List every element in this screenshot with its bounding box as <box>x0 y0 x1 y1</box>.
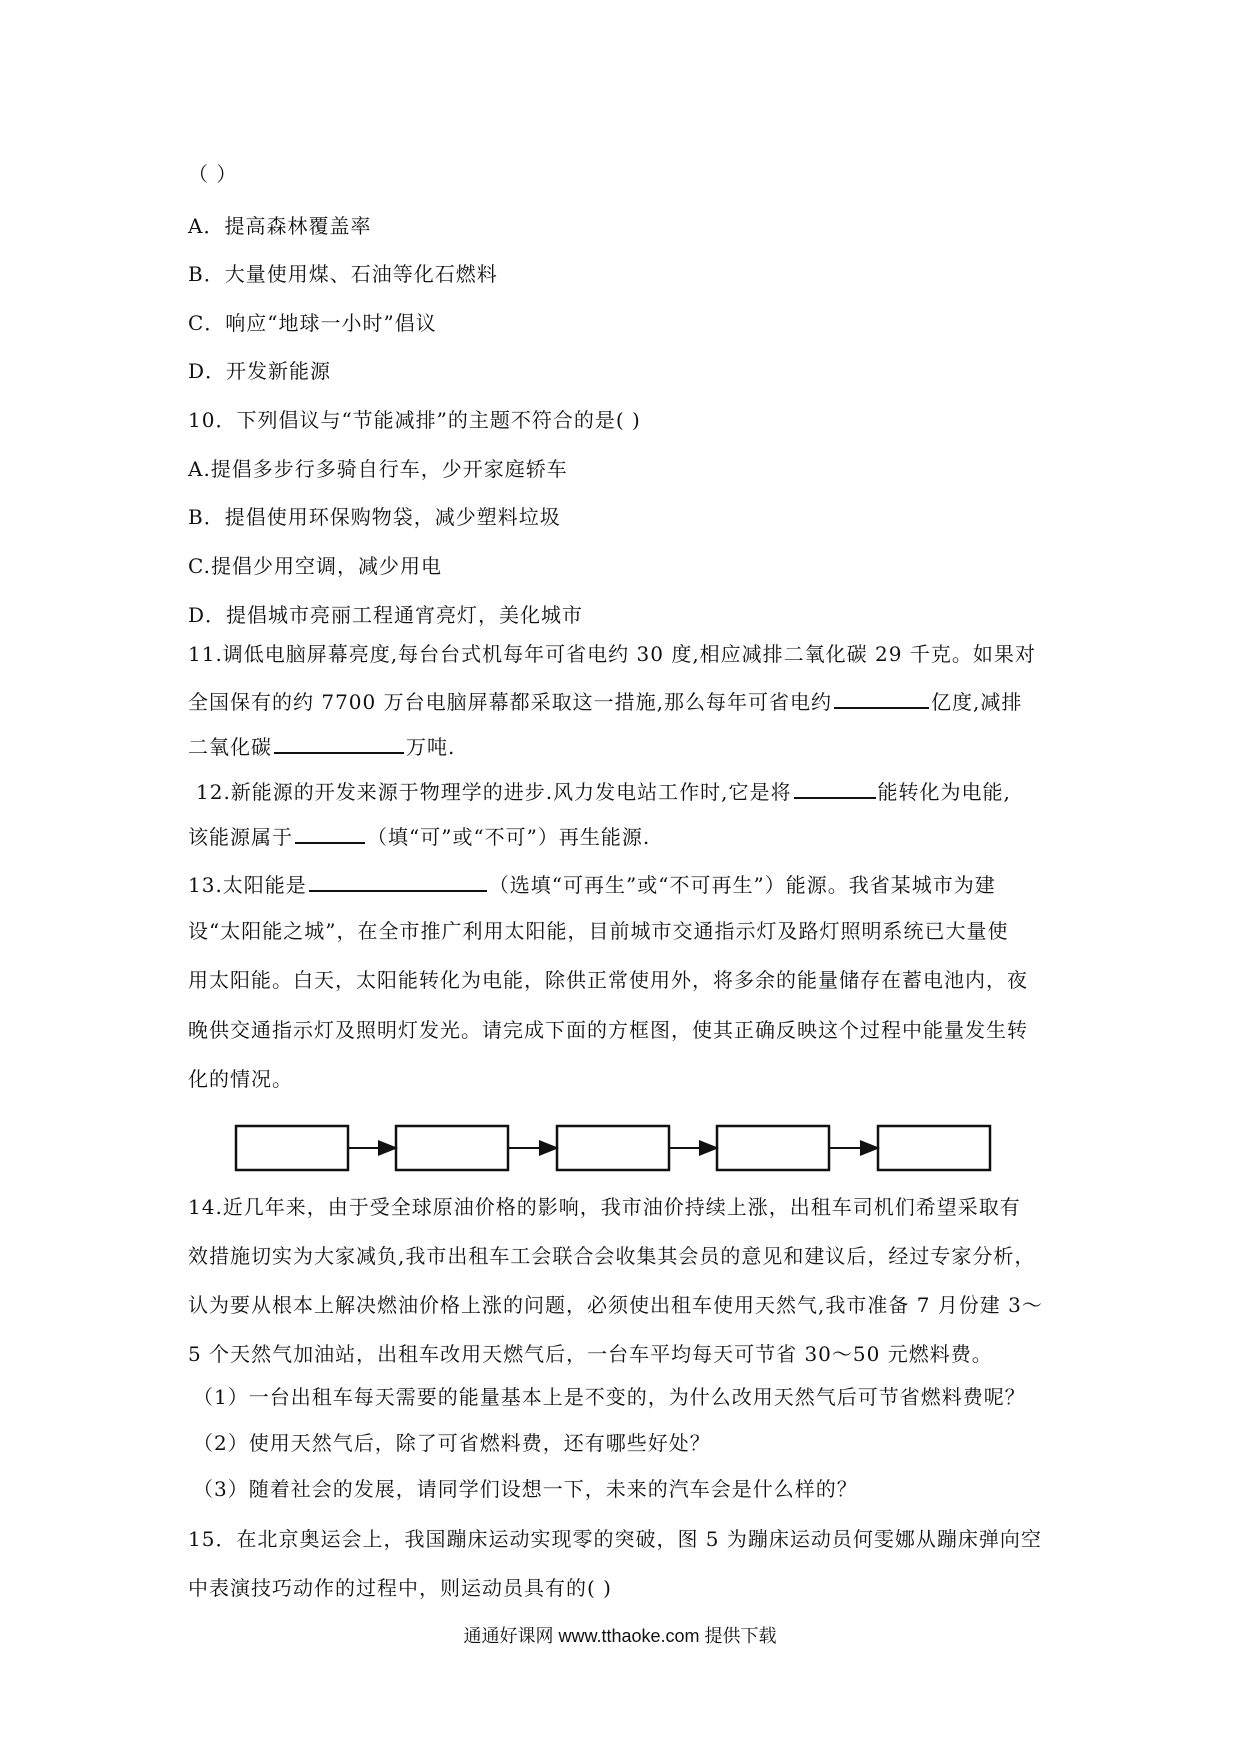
flow-box-3[interactable] <box>557 1126 669 1170</box>
q14-line1: 14.近几年来，由于受全球原油价格的影响，我市油价持续上涨，出租车司机们希望采取有 <box>188 1195 1021 1219</box>
q13-line1-suffix: （选填“可再生”或“不可再生”）能源。我省某城市为建 <box>488 873 996 897</box>
q14-line4: 5 个天然气加油站，出租车改用天燃气后，一台车平均每天可节省 30～50 元燃料费。 <box>188 1342 993 1366</box>
q12-line1-suffix: 能转化为电能, <box>877 780 1011 804</box>
q14-sub1: （1）一台出租车每天需要的能量基本上是不变的，为什么改用天然气后可节省燃料费呢？ <box>193 1385 1026 1409</box>
flow-box-5[interactable] <box>878 1126 990 1170</box>
q14-sub3: （3）随着社会的发展，请同学们设想一下，未来的汽车会是什么样的？ <box>193 1477 858 1501</box>
q10-option-d: D．提倡城市亮丽工程通宵亮灯，美化城市 <box>188 603 584 627</box>
q9-option-a: A．提高森林覆盖率 <box>188 214 372 238</box>
flow-box-1[interactable] <box>236 1126 348 1170</box>
q10-stem: 10．下列倡议与“节能减排”的主题不符合的是( ) <box>188 408 641 432</box>
q9-option-b: B．大量使用煤、石油等化石燃料 <box>188 262 498 286</box>
flow-box-4[interactable] <box>717 1126 829 1170</box>
q10-option-b: B．提倡使用环保购物袋，减少塑料垃圾 <box>188 505 561 529</box>
q14-sub2: （2）使用天然气后，除了可省燃料费，还有哪些好处？ <box>193 1431 711 1455</box>
q15-line2: 中表演技巧动作的过程中，则运动员具有的( ) <box>188 1576 612 1600</box>
q11-line3-suffix: 万吨. <box>406 735 456 759</box>
q12-line1-text: 12.新能源的开发来源于物理学的进步.风力发电站工作时,它是将 <box>196 780 792 804</box>
q13-line2: 设“太阳能之城”，在全市推广利用太阳能，目前城市交通指示灯及路灯照明系统已大量使 <box>188 919 1009 943</box>
q14-line2: 效措施切实为大家减负,我市出租车工会联合会收集其会员的意见和建议后，经过专家分析， <box>188 1244 1036 1268</box>
q10-option-c: C.提倡少用空调，减少用电 <box>188 554 442 578</box>
q14-line3: 认为要从根本上解决燃油价格上涨的问题，必须使出租车使用天然气,我市准备 7 月份建 3～ <box>188 1293 1043 1317</box>
q11-line3-text: 二氧化碳 <box>188 735 272 759</box>
q11-line2-text: 全国保有的约 7700 万台电脑屏幕都采取这一措施,那么每年可省电约 <box>188 690 832 714</box>
q11-line2-suffix: 亿度,减排 <box>930 690 1023 714</box>
page-footer: 通通好课网 www.tthaoke.com 提供下载 <box>463 1626 777 1646</box>
q12-line2-suffix: （填“可”或“不可”）再生能源. <box>367 825 651 849</box>
flow-box-2[interactable] <box>396 1126 508 1170</box>
q9-option-c: C．响应“地球一小时”倡议 <box>188 311 437 335</box>
q13-line1-text: 13.太阳能是 <box>188 873 307 897</box>
q10-option-a: A.提倡多步行多骑自行车，少开家庭轿车 <box>188 457 568 481</box>
q13-line3: 用太阳能。白天，太阳能转化为电能，除供正常使用外，将多余的能量储存在蓄电池内，夜 <box>188 968 1028 992</box>
q9-option-d: D．开发新能源 <box>188 359 332 383</box>
q15-line1: 15．在北京奥运会上，我国蹦床运动实现零的突破，图 5 为蹦床运动员何雯娜从蹦床弹向空 <box>188 1527 1042 1551</box>
q11-line1: 11.调低电脑屏幕亮度,每台台式机每年可省电约 30 度,相应减排二氧化碳 29 千克。如果对 <box>188 642 1036 666</box>
q13-line5: 化的情况。 <box>188 1067 293 1091</box>
q13-line4: 晚供交通指示灯及照明灯发光。请完成下面的方框图，使其正确反映这个过程中能量发生转 <box>188 1018 1028 1042</box>
q12-line2-text: 该能源属于 <box>188 825 293 849</box>
q9-paren: （ ） <box>188 162 238 186</box>
